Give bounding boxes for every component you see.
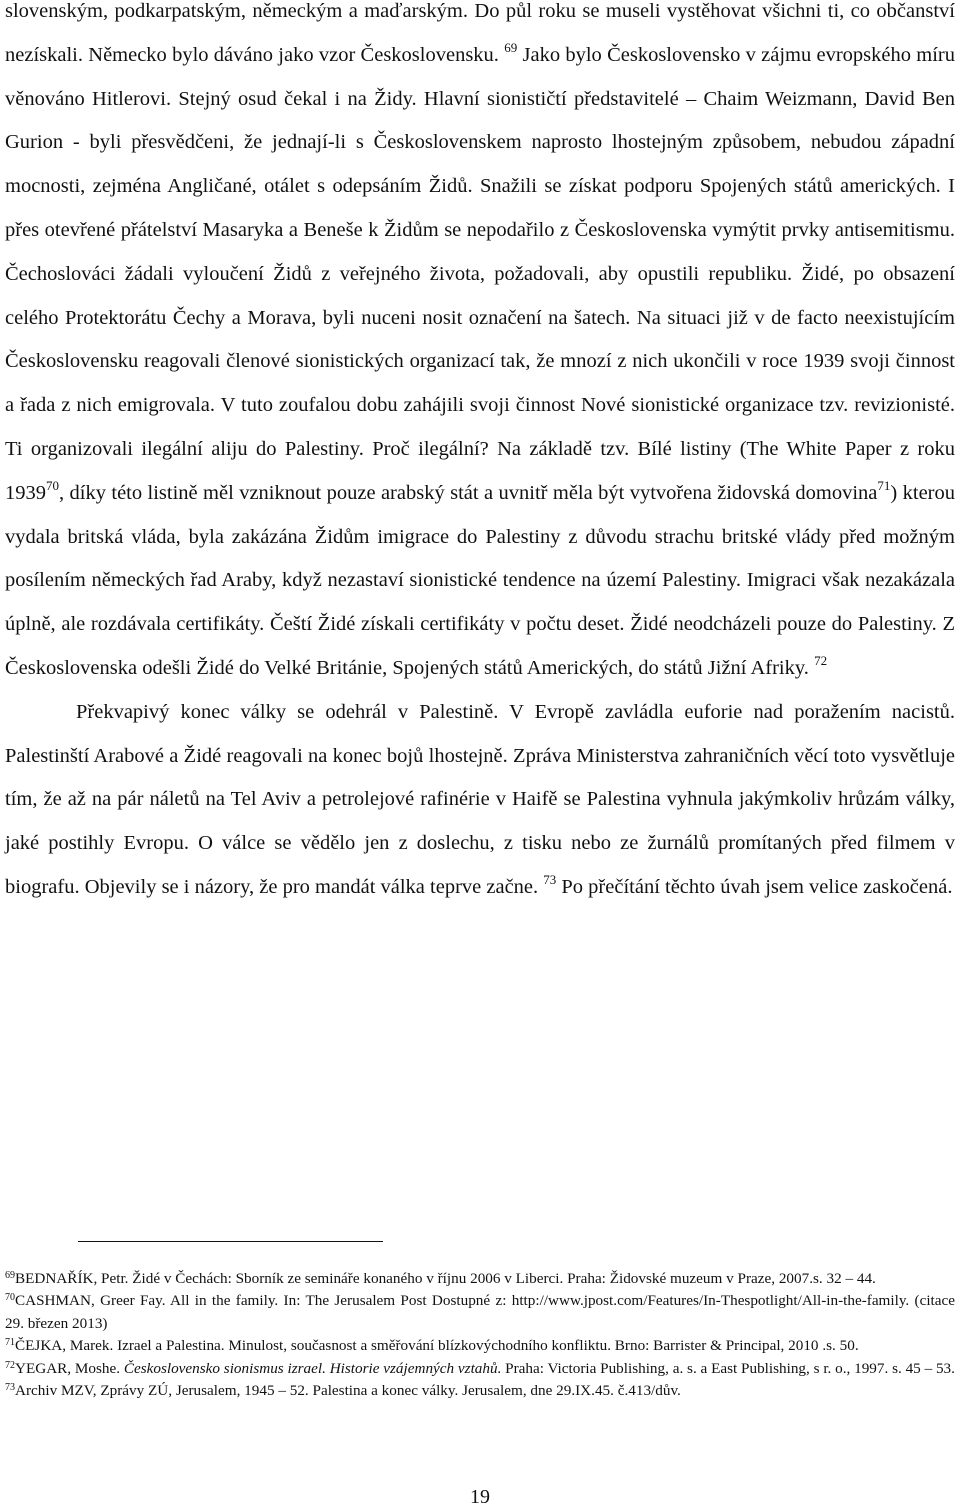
document-page — [5, 0, 955, 910]
body-text — [5, 0, 955, 910]
footnote-70 — [5, 1290, 955, 1335]
paragraph-text: Jako bylo Československo v zájmu evropského míru věnováno Hitlerovi. Stejný osud čekal i na Židy. Hlavní sionističtí představitelé – Chaim Weizmann, David Ben Gurion - byli přesvědčeni, že jednají-li s Československem naprosto lhostejným způsobem, nebudou západní mocnosti, zejména Angličané, otálet s odepsáním Židů. Snažili se získat podporu Spojených států amerických. I přes otevřené přátelství Masaryka a Beneše k Židům se nepodařilo z Československa vymýtit prvky antisemitismu. Čechoslováci žádali vyloučení Židů z veřejného života, požadovali, aby opustili republiku. Židé, po obsazení celého Protektorátu Čechy a Morava, byli nuceni nosit označení na šatech. Na situaci již v de facto neexistujícím Československu reagovali členové sionistických organizací tak, že mnozí z nich ukončili v roce 1939 svoji činnost a řada z nich emigrovala. V tuto zoufalou dobu zahájili svoji činnost Nové sionistické organizace tzv. revizionisté. Ti organizovali ilegální aliju do Palestiny. Proč ilegální? Na základě tzv. Bílé listiny (The White Paper z roku 1939 — [5, 43, 955, 504]
footnote-italic-text: Československo sionismus izrael. Historie vzájemných vztahů. — [123, 1359, 502, 1377]
paragraph-text: ) kterou vydala britská vláda, byla zakázána Židům imigrace do Palestiny z důvodu strachu britské vlády před možným posílením německých řad Araby, když nezastaví sionistické tendence na území Palestiny. Imigraci však nezakázala úplně, ale rozdávala certifikáty. Čeští Židé získali certifikáty v počtu deset. Židé neodcházeli pouze do Palestiny. Z Československa odešli Židé do Velké Británie, Spojených států Amerických, do států Jižní Afriky. — [5, 481, 955, 679]
footnote-text: CASHMAN, Greer Fay. All in the family. In: The Jerusalem Post Dostupné z: http://www.jpost.com/Features/In-Thespotlight/All-in-the-family. (citace 29. březen 2013) — [5, 1292, 955, 1332]
footnote-reference: 70 — [46, 477, 59, 493]
paragraph-text: slovenským, podkarpatským, německým a maďarským. Do půl roku se museli vystěhovat všichni ti, co občanství nezískali. Německo bylo dáváno jako vzor Československu. — [5, 0, 955, 66]
paragraph-text: Překvapivý konec války se odehrál v Palestině. V Evropě zavládla euforie nad poražením nacistů. Palestinští Arabové a Židé reagovali na konec bojů lhostejně. Zpráva Ministerstva zahraničních věcí toto vysvětluje tím, že až na pár náletů na Tel Aviv a petrolejové rafinérie v Haifě se Palestina vyhnula jakýmkoliv hrůzám války, jaké postihly Evropu. O válce se vědělo jen z doslechu, z tisku nebo ze žurnálů promítaných před filmem v biografu. Objevily se i názory, že pro mandát válka teprve začne. — [5, 700, 955, 898]
footnote-separator — [78, 1241, 383, 1242]
footnote-text: YEGAR, Moshe. — [15, 1359, 124, 1377]
page-number: 19 — [470, 1486, 490, 1508]
footnote-number: 69 — [5, 1270, 15, 1281]
footnote-number: 70 — [5, 1292, 15, 1304]
footnote-number: 73 — [5, 1382, 15, 1394]
paragraph-2 — [5, 691, 955, 910]
footnote-text: BEDNAŘÍK, Petr. Židé v Čechách: Sborník ze semináře konaného v říjnu 2006 v Liberci. Praha: Židovské muzeum v Praze, 2007.s. 32 – 44. — [15, 1270, 876, 1287]
footnote-reference: 72 — [814, 652, 828, 668]
footnote-text: ČEJKA, Marek. Izrael a Palestina. Minulost, současnost a směřování blízkovýchodního konfliktu. Brno: Barrister & Principal, 2010 .s. 50. — [15, 1337, 859, 1355]
footnote-71 — [5, 1335, 955, 1357]
footnotes — [5, 1268, 955, 1402]
footnote-number: 72 — [5, 1359, 15, 1371]
footnote-69 — [5, 1268, 955, 1290]
paragraph-text: Po přečítání těchto úvah jsem velice zaskočená. — [556, 875, 953, 898]
paragraph-text: , díky této listině měl vzniknout pouze arabský stát a uvnitř měla být vytvořena židovská domovina — [59, 481, 878, 504]
footnote-reference: 71 — [877, 477, 891, 493]
footnote-73 — [5, 1380, 955, 1402]
footnote-text: Archiv MZV, Zprávy ZÚ, Jerusalem, 1945 – 52. Palestina a konec války. Jerusalem, dne 29.IX.45. č.413/dův. — [15, 1382, 681, 1400]
paragraph-1 — [5, 0, 955, 691]
footnote-reference: 73 — [543, 871, 557, 887]
footnote-text: Praha: Victoria Publishing, a. s. a East Publishing, s r. o., 1997. s. 45 – 53. — [501, 1359, 955, 1377]
footnote-reference: 69 — [504, 39, 518, 55]
footnote-72 — [5, 1358, 955, 1380]
footnote-number: 71 — [5, 1337, 15, 1349]
